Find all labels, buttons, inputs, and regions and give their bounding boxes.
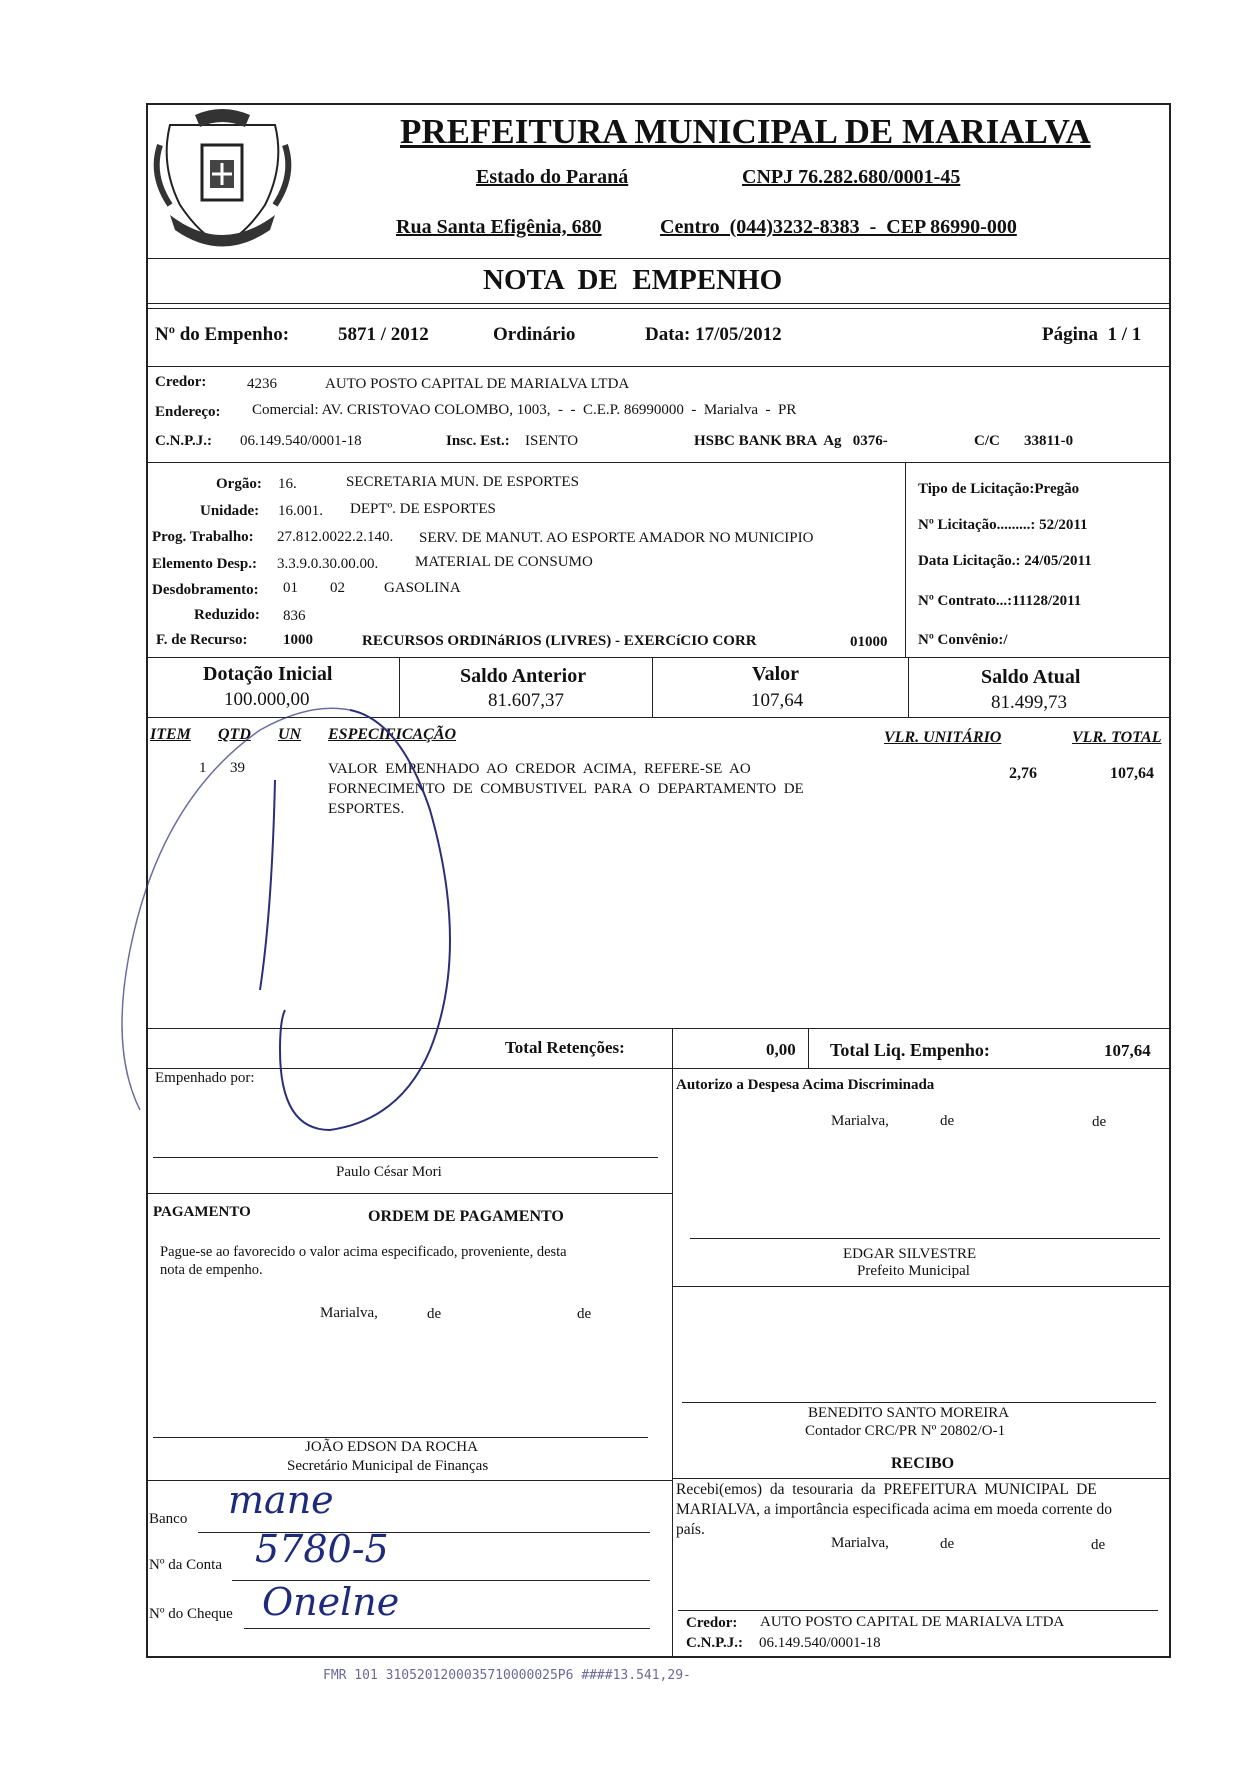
retencoes-value: 0,00 bbox=[766, 1040, 796, 1059]
coat-of-arms-icon bbox=[150, 105, 295, 255]
col-spec: ESPECIFICAÇÃO bbox=[328, 726, 457, 743]
autorizo-city: Marialva, bbox=[831, 1113, 889, 1129]
licitacao-tipo: Tipo de Licitação:Pregão bbox=[918, 481, 1080, 497]
reduzido-label: Reduzido: bbox=[194, 607, 260, 623]
col-total-price: VLR. TOTAL bbox=[1072, 729, 1162, 746]
header-address: Centro (044)3232-8383 - CEP 86990-000 bbox=[660, 216, 1017, 238]
header-cnpj: CNPJ 76.282.680/0001-45 bbox=[742, 166, 961, 188]
liq-empenho-label: Total Liq. Empenho: bbox=[830, 1040, 990, 1060]
convenio-numero: Nº Convênio:/ bbox=[918, 632, 1008, 648]
state-name: Estado do Paraná bbox=[476, 166, 629, 188]
cc-value: 33811-0 bbox=[1024, 433, 1074, 449]
credor-code: 4236 bbox=[247, 376, 277, 392]
accountant-name: BENEDITO SANTO MOREIRA bbox=[808, 1405, 1010, 1421]
banco-label: Banco bbox=[149, 1511, 188, 1527]
signature-stroke bbox=[100, 690, 560, 1170]
pagamento-label: PAGAMENTO bbox=[153, 1204, 251, 1220]
conta-label: Nº da Conta bbox=[149, 1557, 222, 1573]
empenhado-name: Paulo César Mori bbox=[336, 1164, 442, 1180]
empenho-number: 5871 / 2012 bbox=[338, 324, 429, 345]
orgao-code: 16. bbox=[278, 476, 297, 492]
desdobramento-a: 01 bbox=[283, 580, 298, 596]
accountant-role: Contador CRC/PR Nº 20802/O-1 bbox=[805, 1423, 1006, 1439]
cheque-value: Onelne bbox=[262, 1580, 400, 1624]
licitacao-numero: Nº Licitação.........: 52/2011 bbox=[918, 517, 1088, 533]
recibo-de1: de bbox=[940, 1536, 955, 1552]
recibo-cnpj-label: C.N.P.J.: bbox=[686, 1635, 743, 1651]
row-qtd: 39 bbox=[230, 760, 245, 776]
bank-info: HSBC BANK BRA Ag 0376- bbox=[694, 433, 888, 449]
recibo-cnpj: 06.149.540/0001-18 bbox=[759, 1635, 881, 1651]
cheque-label: Nº do Cheque bbox=[149, 1606, 233, 1622]
insc-label: Insc. Est.: bbox=[446, 433, 510, 449]
recurso-code: 1000 bbox=[283, 632, 313, 648]
credor-label: Credor: bbox=[155, 374, 207, 390]
recurso-name: RECURSOS ORDINáRIOS (LIVRES) - EXERCíCIO CORR bbox=[362, 633, 757, 649]
recibo-text-line1: Recebi(emos) da tesouraria da PREFEITURA MUNICIPAL DE bbox=[676, 1481, 1097, 1498]
row-spec-line2: FORNECIMENTO DE COMBUSTIVEL PARA O DEPARTAMENTO DE bbox=[328, 781, 804, 797]
valor-value: 107,64 bbox=[751, 690, 804, 711]
liq-empenho-value: 107,64 bbox=[1104, 1041, 1151, 1060]
saldo-atual-value: 81.499,73 bbox=[991, 692, 1067, 713]
conta-value: 5780-5 bbox=[255, 1527, 389, 1571]
unidade-code: 16.001. bbox=[278, 503, 323, 519]
desdobramento-name: GASOLINA bbox=[384, 580, 461, 596]
orgao-label: Orgão: bbox=[216, 476, 262, 492]
empenho-type: Ordinário bbox=[493, 324, 576, 345]
row-item: 1 bbox=[199, 760, 207, 776]
credor-address: Comercial: AV. CRISTOVAO COLOMBO, 1003, - - C.E.P. 86990000 - Marialva - PR bbox=[252, 402, 797, 418]
mayor-name: EDGAR SILVESTRE bbox=[843, 1246, 977, 1262]
unidade-label: Unidade: bbox=[200, 503, 260, 519]
unidade-name: DEPTº. DE ESPORTES bbox=[350, 501, 496, 517]
address-label: Endereço: bbox=[155, 404, 221, 420]
recibo-de2: de bbox=[1091, 1537, 1106, 1553]
pagamento-text-line2: nota de empenho. bbox=[160, 1262, 263, 1278]
page-number: Página 1 / 1 bbox=[1042, 324, 1142, 345]
recibo-credor-label: Credor: bbox=[686, 1615, 738, 1631]
saldo-atual-label: Saldo Atual bbox=[981, 666, 1081, 688]
cc-label: C/C bbox=[974, 433, 1000, 449]
saldo-anterior-label: Saldo Anterior bbox=[460, 665, 587, 687]
autorizo-de2: de bbox=[1092, 1114, 1107, 1130]
recibo-city: Marialva, bbox=[831, 1535, 889, 1551]
finance-secretary-name: JOÃO EDSON DA ROCHA bbox=[305, 1439, 478, 1455]
recibo-title: RECIBO bbox=[891, 1455, 955, 1472]
recurso-label: F. de Recurso: bbox=[156, 632, 248, 648]
contrato-numero: Nº Contrato...:11128/2011 bbox=[918, 593, 1082, 609]
recibo-text-line2: MARIALVA, a importância especificada acima em moeda corrente do bbox=[676, 1501, 1112, 1518]
pagamento-text-line1: Pague-se ao favorecido o valor acima especificado, proveniente, desta bbox=[160, 1244, 567, 1260]
recibo-text-line3: país. bbox=[676, 1521, 705, 1538]
footer-code: FMR 101 3105201200035710000025P6 ####13.541,29- bbox=[323, 1668, 691, 1683]
pagamento-de2: de bbox=[577, 1306, 592, 1322]
credor-cnpj: 06.149.540/0001-18 bbox=[240, 433, 362, 449]
orgao-name: SECRETARIA MUN. DE ESPORTES bbox=[346, 474, 579, 490]
pagamento-de1: de bbox=[427, 1306, 442, 1322]
autorizo-title: Autorizo a Despesa Acima Discriminada bbox=[676, 1077, 935, 1093]
banco-value: mane bbox=[228, 1478, 334, 1522]
retencoes-label: Total Retenções: bbox=[505, 1038, 625, 1057]
reduzido-code: 836 bbox=[283, 608, 306, 624]
prog-name: SERV. DE MANUT. AO ESPORTE AMADOR NO MUNICIPIO bbox=[419, 530, 814, 546]
autorizo-de1: de bbox=[940, 1113, 955, 1129]
recurso-number: 01000 bbox=[850, 634, 888, 650]
elemento-code: 3.3.9.0.30.00.00. bbox=[277, 556, 379, 572]
ordem-pagamento-title: ORDEM DE PAGAMENTO bbox=[368, 1208, 564, 1225]
valor-label: Valor bbox=[752, 663, 800, 685]
finance-secretary-role: Secretário Municipal de Finanças bbox=[287, 1458, 489, 1474]
document-title: NOTA DE EMPENHO bbox=[483, 264, 783, 296]
col-unit-price: VLR. UNITÁRIO bbox=[884, 729, 1002, 746]
row-unit-price: 2,76 bbox=[1009, 765, 1037, 782]
credor-name: AUTO POSTO CAPITAL DE MARIALVA LTDA bbox=[325, 376, 630, 392]
desdobramento-label: Desdobramento: bbox=[152, 582, 259, 598]
elemento-label: Elemento Desp.: bbox=[152, 556, 257, 572]
municipality-title: PREFEITURA MUNICIPAL DE MARIALVA bbox=[400, 112, 1091, 151]
recibo-credor-name: AUTO POSTO CAPITAL DE MARIALVA LTDA bbox=[760, 1614, 1065, 1630]
prog-label: Prog. Trabalho: bbox=[152, 529, 254, 545]
mayor-role: Prefeito Municipal bbox=[857, 1263, 970, 1279]
row-total-price: 107,64 bbox=[1110, 765, 1154, 782]
empenhado-label: Empenhado por: bbox=[155, 1070, 255, 1086]
cnpj-label: C.N.P.J.: bbox=[155, 433, 212, 449]
col-un: UN bbox=[278, 726, 302, 743]
prog-code: 27.812.0022.2.140. bbox=[277, 529, 394, 545]
dotacao-value: 100.000,00 bbox=[224, 689, 310, 710]
empenho-date: Data: 17/05/2012 bbox=[645, 324, 782, 345]
row-spec-line1: VALOR EMPENHADO AO CREDOR ACIMA, REFERE-SE AO bbox=[328, 761, 751, 777]
col-qtd: QTD bbox=[218, 726, 251, 743]
row-spec-line3: ESPORTES. bbox=[328, 801, 405, 817]
desdobramento-b: 02 bbox=[330, 580, 345, 596]
header-street: Rua Santa Efigênia, 680 bbox=[396, 216, 602, 238]
col-item: ITEM bbox=[150, 726, 191, 743]
licitacao-data: Data Licitação.: 24/05/2011 bbox=[918, 553, 1092, 569]
pagamento-city: Marialva, bbox=[320, 1305, 378, 1321]
dotacao-label: Dotação Inicial bbox=[203, 663, 333, 685]
saldo-anterior-value: 81.607,37 bbox=[488, 690, 564, 711]
elemento-name: MATERIAL DE CONSUMO bbox=[415, 554, 593, 570]
empenho-number-label: Nº do Empenho: bbox=[155, 324, 290, 345]
insc-value: ISENTO bbox=[525, 433, 579, 449]
